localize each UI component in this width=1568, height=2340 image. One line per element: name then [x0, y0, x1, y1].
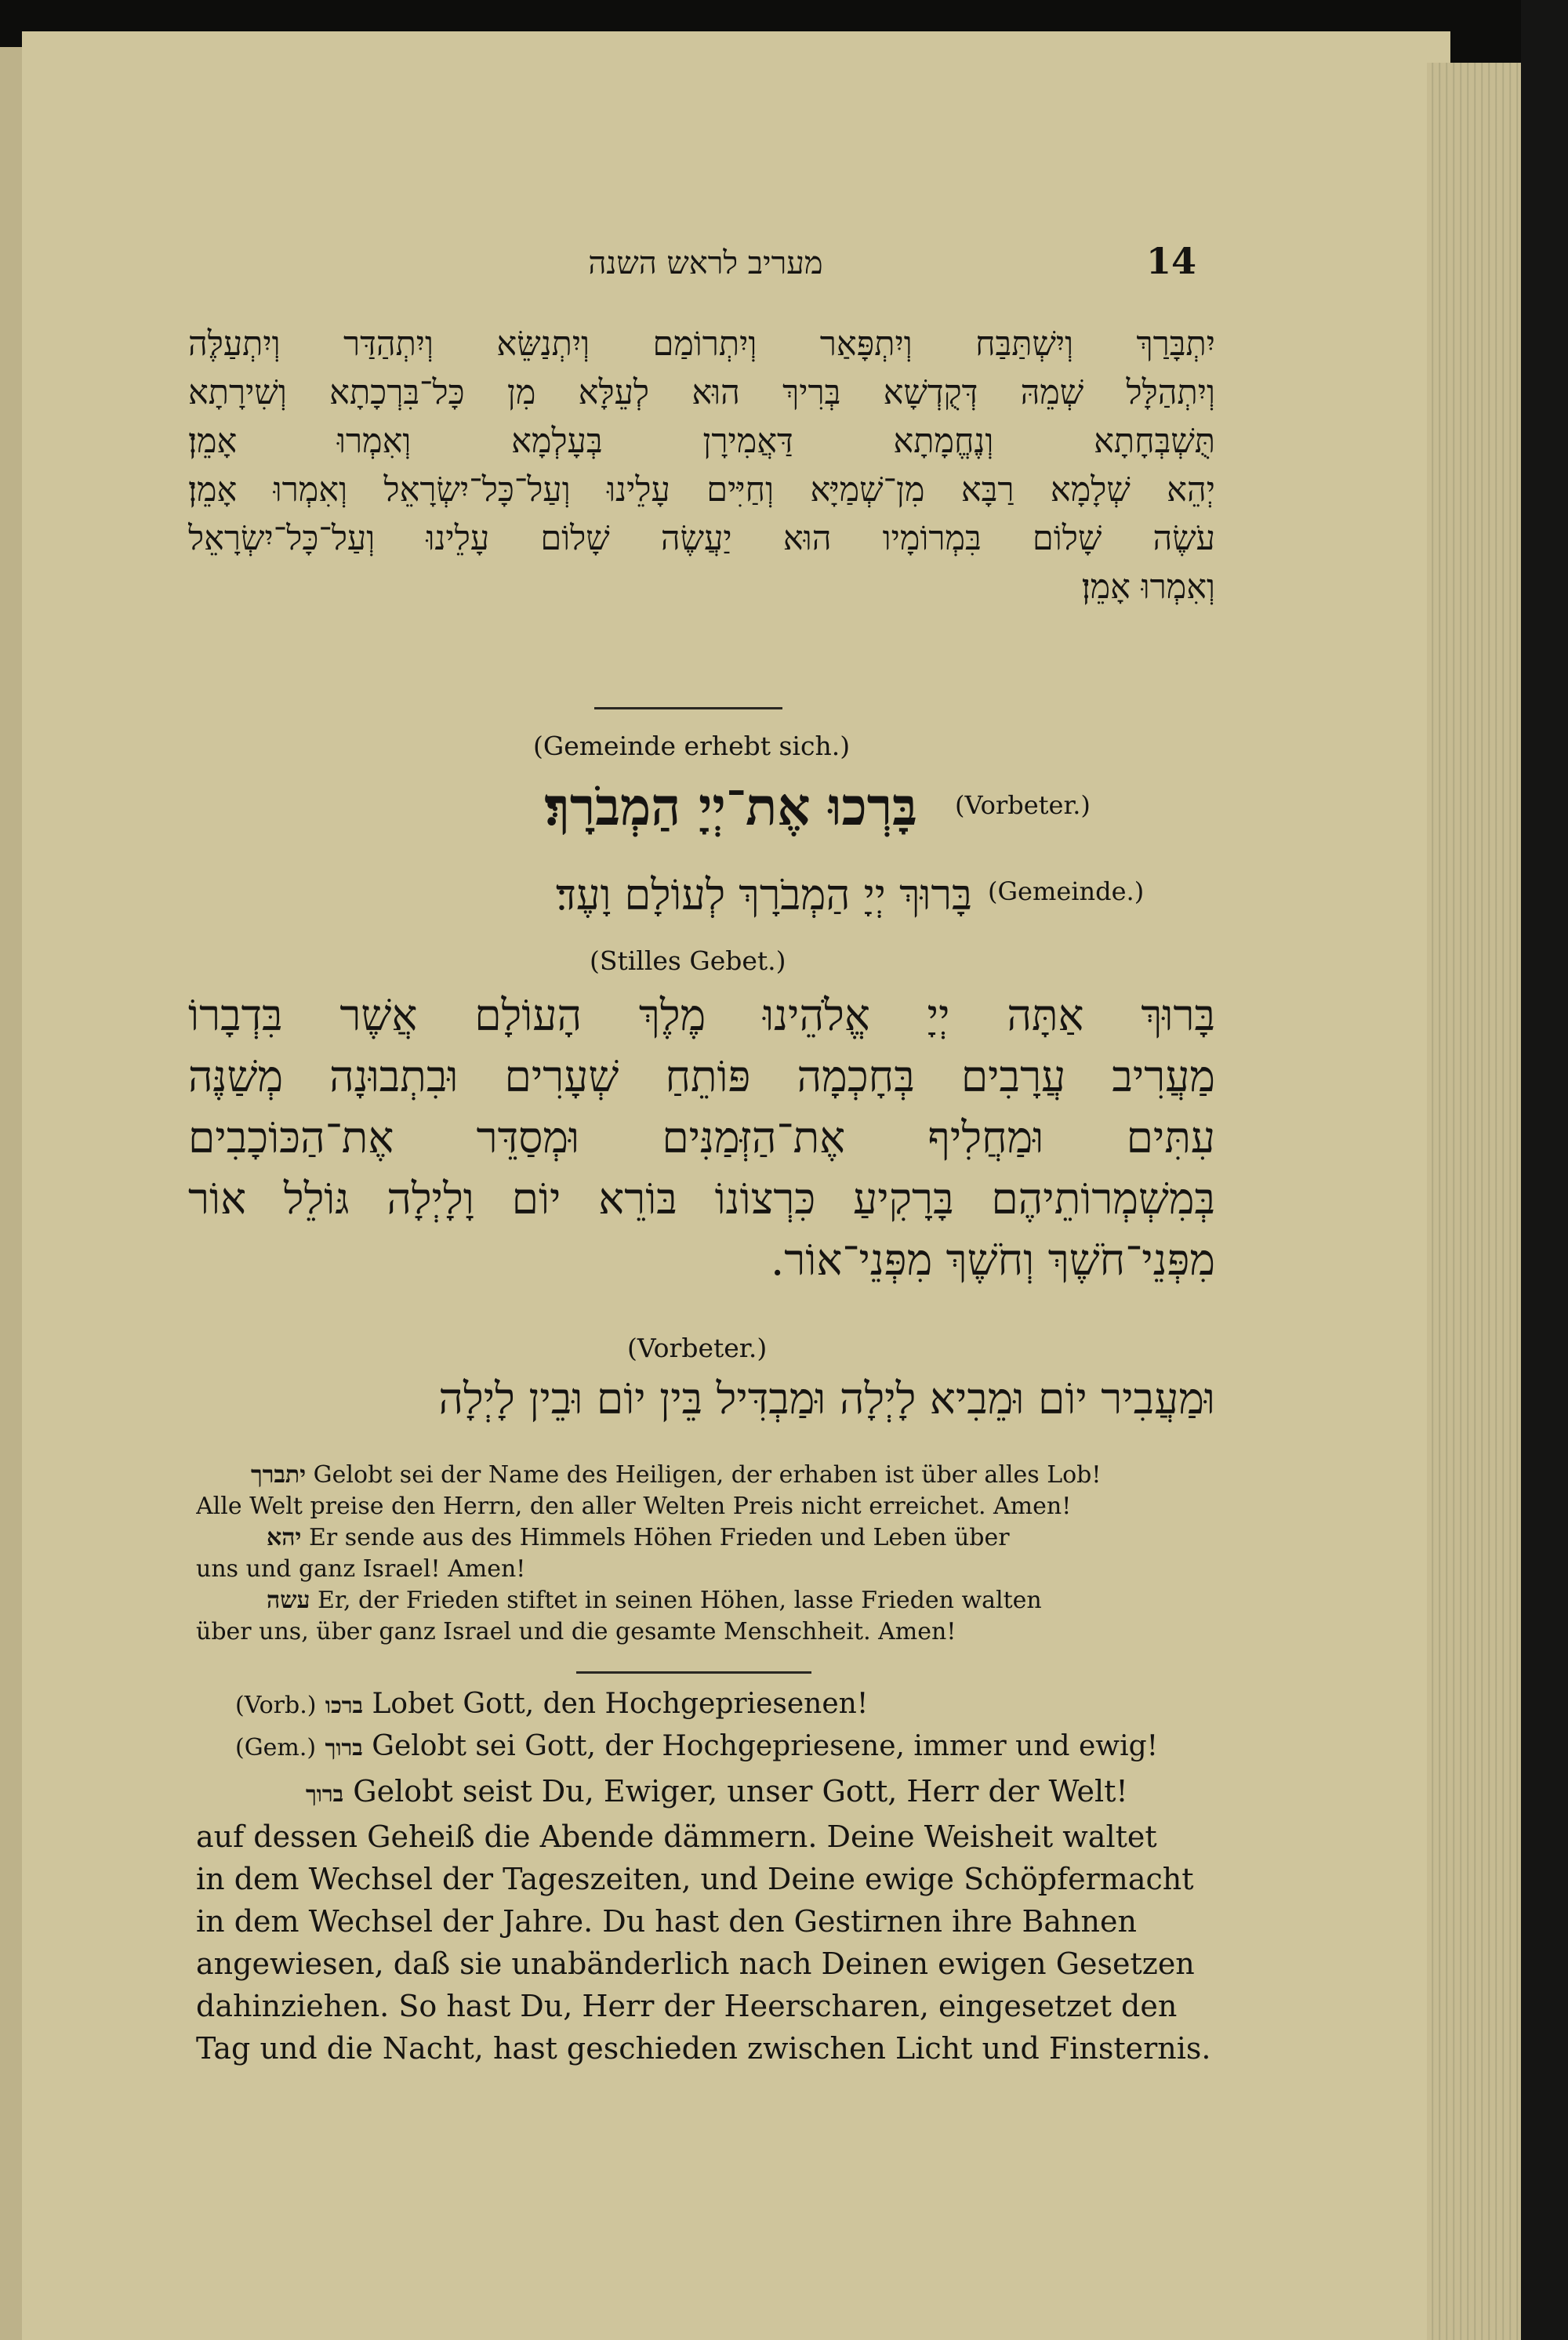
- congregation-rises-label: (Gemeinde erhebt sich.): [533, 731, 851, 761]
- baruch-response-hebrew: בָּרוּךְ יְיָ הַמְבֹרָךְ לְעוֹלָם וָעֶד׃: [556, 870, 972, 920]
- hebrew-incipit: יהא: [267, 1524, 302, 1551]
- translation-line: [196, 1858, 1215, 1900]
- translation-line: [235, 1684, 1223, 1726]
- page-stack-edges: [1427, 63, 1521, 2340]
- kaddish-line-last: וְאִמְרוּ אָמֵן׃: [1081, 568, 1215, 607]
- hebrew-incipit: ברכו: [325, 1692, 364, 1718]
- hebrew-incipit: ברוך: [306, 1781, 344, 1807]
- vorbeter-label: (Vorbeter.): [627, 1333, 768, 1363]
- translation-line: [196, 1816, 1215, 1858]
- translation-line: [196, 2027, 1215, 2070]
- translation-line: [196, 1943, 1215, 1985]
- translation-text: dahinziehen. So hast Du, Herr der Heerscharen, eingesetzet den: [196, 1989, 1178, 2023]
- translation-line: [196, 1460, 1215, 1491]
- translation-maariv: [196, 1770, 1215, 2070]
- maariv-text: [188, 985, 1215, 1290]
- maariv-closing-hebrew: וּמַעֲבִיר יוֹם וּמֵבִיא לָיְלָה וּמַבְדִּיל בֵּין יוֹם וּבֵין לָיְלָה: [438, 1373, 1215, 1424]
- translation-text: Lobet Gott, den Hochgepriesenen!: [372, 1688, 869, 1720]
- translation-line: [196, 1770, 1215, 1816]
- speaker-label: (Gem.): [235, 1734, 317, 1761]
- baruch-response-speaker: (Gemeinde.): [988, 876, 1145, 906]
- translation-line: [196, 1985, 1215, 2027]
- translation-line: [196, 1585, 1215, 1616]
- maariv-line: בָּרוּךְ אַתָּה יְיָ אֱלֹהֵינוּ מֶלֶךְ הָעוֹלָם אֲשֶׁר בִּדְבָרוֹ: [188, 990, 1215, 1040]
- translation-line: [196, 1522, 1215, 1554]
- translation-text: Alle Welt preise den Herrn, den aller Welten Preis nicht erreichet. Amen!: [196, 1493, 1072, 1520]
- translation-text: angewiesen, daß sie unabänderlich nach Deinen ewigen Gesetzen: [196, 1946, 1195, 1981]
- kaddish-line: וְיִתְהַלָּל שְׁמֵהּ דְּקֻדְשָׁא בְּרִיךְ הוּא לְעֵלָּא מִן כָּל־בִּרְכָתָא וְשִׁירָתָא: [188, 373, 1215, 412]
- maariv-line: מַעֲרִיב עֲרָבִים בְּחָכְמָה פּוֹתֵחַ שְׁעָרִים וּבִתְבוּנָה מְשַׁנֶּה: [188, 1051, 1215, 1101]
- translation-text: in dem Wechsel der Tageszeiten, und Deine ewige Schöpfermacht: [196, 1862, 1194, 1896]
- hebrew-incipit: ברוך: [325, 1735, 363, 1761]
- running-title: מעריב לראש השנה: [588, 245, 823, 281]
- translation-line: [235, 1726, 1223, 1769]
- translation-text: Tag und die Nacht, hast geschieden zwischen Licht und Finsternis.: [196, 2031, 1211, 2066]
- barchu-hebrew: בָּרְכוּ אֶת־יְיָ הַמְבֹרָךְ׃: [544, 776, 917, 837]
- translation-line: [196, 1554, 1215, 1585]
- speaker-label: (Vorb.): [235, 1692, 317, 1719]
- maariv-line-last: מִפְּנֵי־חֹשֶׁךְ וְחֹשֶׁךְ מִפְּנֵי־אוֹר.: [770, 1235, 1215, 1285]
- hebrew-incipit: יתברך: [251, 1461, 307, 1489]
- translation-kaddish: [196, 1460, 1215, 1648]
- translation-text: Er sende aus des Himmels Höhen Frieden und Leben über: [308, 1524, 1010, 1551]
- barchu-speaker: (Vorbeter.): [955, 790, 1091, 820]
- silent-prayer-label: (Stilles Gebet.): [590, 945, 786, 976]
- kaddish-text: [188, 320, 1215, 611]
- translation-line: [196, 1616, 1215, 1648]
- translation-text: Gelobt sei Gott, der Hochgepriesene, immer und ewig!: [372, 1730, 1159, 1762]
- maariv-line: עִתִּים וּמַחֲלִיף אֶת־הַזְּמַנִּים וּמְסַדֵּר אֶת־הַכּוֹכָבִים: [188, 1112, 1215, 1163]
- background-right: [1521, 0, 1568, 2340]
- translation-text: über uns, über ganz Israel und die gesamte Menschheit. Amen!: [196, 1618, 956, 1645]
- left-page-edge: [0, 47, 22, 2340]
- hebrew-incipit: עשה: [267, 1587, 310, 1614]
- translation-text: auf dessen Geheiß die Abende dämmern. Deine Weisheit waltet: [196, 1819, 1157, 1854]
- translation-divider: [576, 1671, 811, 1674]
- translation-text: Gelobt sei der Name des Heiligen, der erhaben ist über alles Lob!: [313, 1461, 1102, 1489]
- translation-line: [196, 1900, 1215, 1943]
- kaddish-line: עֹשֶׂה שָׁלוֹם בִּמְרוֹמָיו הוּא יַעֲשֶׂה שָׁלוֹם עָלֵינוּ וְעַל־כָּל־יִשְׂרָאֵל: [188, 519, 1215, 558]
- translation-line: [196, 1491, 1215, 1522]
- translation-barchu: [235, 1684, 1223, 1769]
- maariv-line: בְּמִשְׁמְרוֹתֵיהֶם בָּרָקִיעַ כִּרְצוֹנוֹ בּוֹרֵא יוֹם וָלָיְלָה גּוֹלֵל אוֹר: [188, 1174, 1215, 1224]
- kaddish-line: תֻּשְׁבְּחָתָא וְנֶחֱמָתָא דַּאֲמִירָן בְּעָלְמָא וְאִמְרוּ אָמֵן׃: [188, 422, 1215, 461]
- kaddish-line: יְהֵא שְׁלָמָא רַבָּא מִן־שְׁמַיָּא וְחַיִּים עָלֵינוּ וְעַל־כָּל־יִשְׂרָאֵל וְאִמְרוּ אָמֵן׃: [188, 470, 1215, 510]
- translation-text: Gelobt seist Du, Ewiger, unser Gott, Herr der Welt!: [353, 1774, 1128, 1809]
- translation-text: in dem Wechsel der Jahre. Du hast den Gestirnen ihre Bahnen: [196, 1904, 1137, 1939]
- translation-text: Er, der Frieden stiftet in seinen Höhen, lasse Frieden walten: [318, 1587, 1042, 1614]
- translation-text: uns und ganz Israel! Amen!: [196, 1555, 526, 1583]
- page-number: 14: [1146, 240, 1197, 282]
- kaddish-line: יִתְבָּרַךְ וְיִשְׁתַּבַּח וְיִתְפָּאַר וְיִתְרוֹמַם וְיִתְנַשֵּׂא וְיִתְהַדַּר וְיִתְעַלֶּה: [188, 325, 1215, 364]
- section-divider: [594, 707, 782, 709]
